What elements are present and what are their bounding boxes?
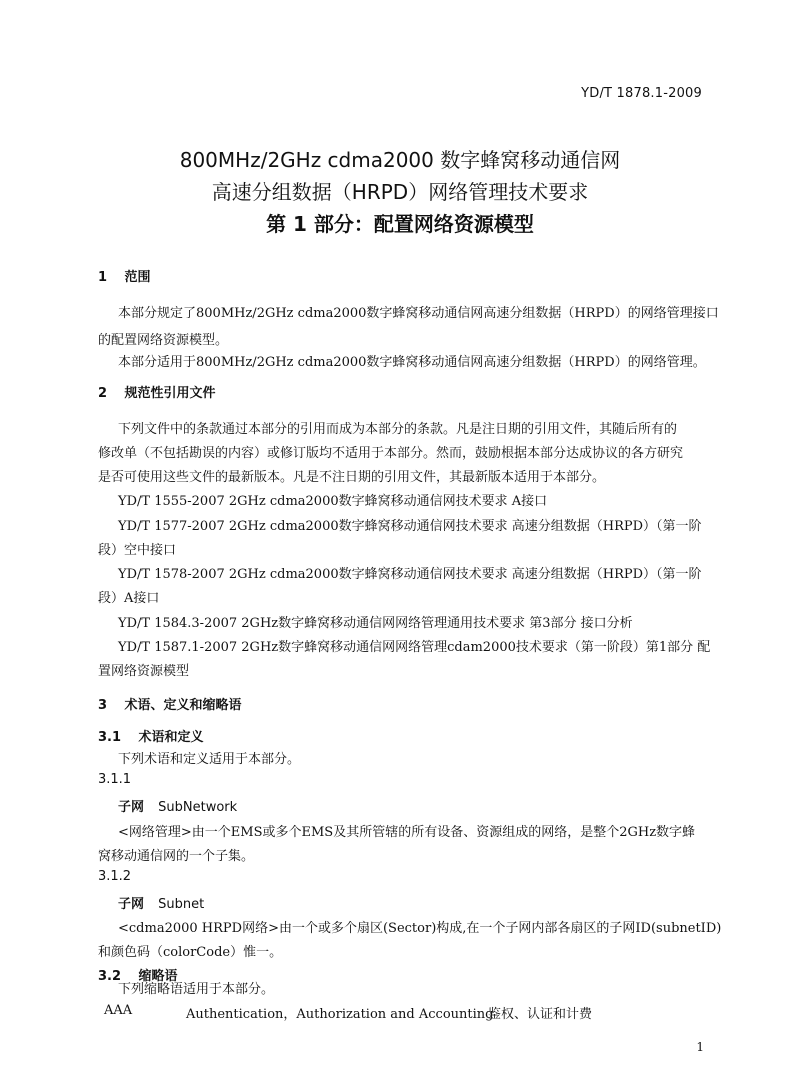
title-line-1: 800MHz/2GHz cdma2000 数字蜂窝移动通信网 xyxy=(179,148,621,172)
section-title: 规范性引用文件 xyxy=(124,386,216,401)
paragraph-line: 本部分规定了800MHz/2GHz cdma2000数字蜂窝移动通信网高速分组数据（HRPD）的网络管理接口 xyxy=(118,306,719,321)
reference-item: YD/T 1555-2007 2GHz cdma2000数字蜂窝移动通信网技术要求 A接口 xyxy=(118,494,548,509)
paragraph-line: 下列术语和定义适用于本部分。 xyxy=(118,752,301,767)
term-chinese: 子网 xyxy=(118,897,145,912)
reference-item-cont: 段）A接口 xyxy=(98,591,160,606)
subsection-title: 术语和定义 xyxy=(138,730,204,745)
paragraph-line: 本部分适用于800MHz/2GHz cdma2000数字蜂窝移动通信网高速分组数据（HRPD）的网络管理。 xyxy=(118,355,706,370)
reference-item: YD/T 1584.3-2007 2GHz数字蜂窝移动通信网网络管理通用技术要求 第3部分 接口分析 xyxy=(118,616,633,631)
section-title: 范围 xyxy=(124,270,151,285)
section-number: 1 xyxy=(98,270,108,285)
reference-item-cont: 段）空中接口 xyxy=(98,543,177,558)
paragraph-line: 的配置网络资源模型。 xyxy=(98,333,229,348)
definition-line: <网络管理>由一个EMS或多个EMS及其所管辖的所有设备、资源组成的网络，是整个2GHz数字蜂 xyxy=(118,825,696,840)
subsection-number: 3.1 xyxy=(98,730,122,745)
paragraph-line: 是否可使用这些文件的最新版本。凡是不注日期的引用文件，其最新版本适用于本部分。 xyxy=(98,470,606,485)
term-entry xyxy=(118,893,204,912)
title-line-3: 第 1 部分：配置网络资源模型 xyxy=(266,212,534,236)
title-line-2: 高速分组数据（HRPD）网络管理技术要求 xyxy=(211,180,589,204)
term-entry xyxy=(118,796,237,815)
reference-item: YD/T 1577-2007 2GHz cdma2000数字蜂窝移动通信网技术要求 高速分组数据（HRPD）（第一阶 xyxy=(118,519,702,534)
paragraph-line: 下列文件中的条款通过本部分的引用而成为本部分的条款。凡是注日期的引用文件，其随后所有的 xyxy=(118,422,678,437)
definition-line: 和颜色码（colorCode）惟一。 xyxy=(98,945,283,960)
paragraph-line: 修改单（不包括勘误的内容）或修订版均不适用于本部分。然而，鼓励根据本部分达成协议的各方研究 xyxy=(98,446,684,461)
paragraph-line: 下列缩略语适用于本部分。 xyxy=(118,982,275,997)
subsection-number: 3.2 xyxy=(98,969,122,984)
definition-line: 窝移动通信网的一个子集。 xyxy=(98,849,255,864)
term-english: Subnet xyxy=(158,897,205,912)
subsection-title: 缩略语 xyxy=(138,969,178,984)
reference-item: YD/T 1587.1-2007 2GHz数字蜂窝移动通信网网络管理cdam2000技术要求（第一阶段）第1部分 配 xyxy=(118,640,711,655)
section-2-heading xyxy=(98,382,216,401)
abbreviation-term: AAA xyxy=(104,1003,133,1018)
standard-code: YD/T 1878.1-2009 xyxy=(581,86,702,101)
abbreviation-english: Authentication，Authorization and Accounting xyxy=(186,1007,494,1022)
section-3-heading xyxy=(98,694,242,713)
term-english: SubNetwork xyxy=(158,800,238,815)
page-number: 1 xyxy=(696,1040,704,1054)
subsection-3-1-heading xyxy=(98,726,204,745)
term-chinese: 子网 xyxy=(118,800,145,815)
term-number: 3.1.2 xyxy=(98,869,132,884)
reference-item-cont: 置网络资源模型 xyxy=(98,664,190,679)
section-number: 2 xyxy=(98,386,108,401)
section-1-heading xyxy=(98,266,151,285)
abbreviation-chinese: 鉴权、认证和计费 xyxy=(488,1007,593,1022)
definition-line: <cdma2000 HRPD网络>由一个或多个扇区(Sector)构成,在一个子网内部各扇区的子网ID(subnetID) xyxy=(118,921,722,936)
term-number: 3.1.1 xyxy=(98,772,132,787)
reference-item: YD/T 1578-2007 2GHz cdma2000数字蜂窝移动通信网技术要求 高速分组数据（HRPD）（第一阶 xyxy=(118,567,702,582)
section-number: 3 xyxy=(98,698,108,713)
section-title: 术语、定义和缩略语 xyxy=(124,698,242,713)
